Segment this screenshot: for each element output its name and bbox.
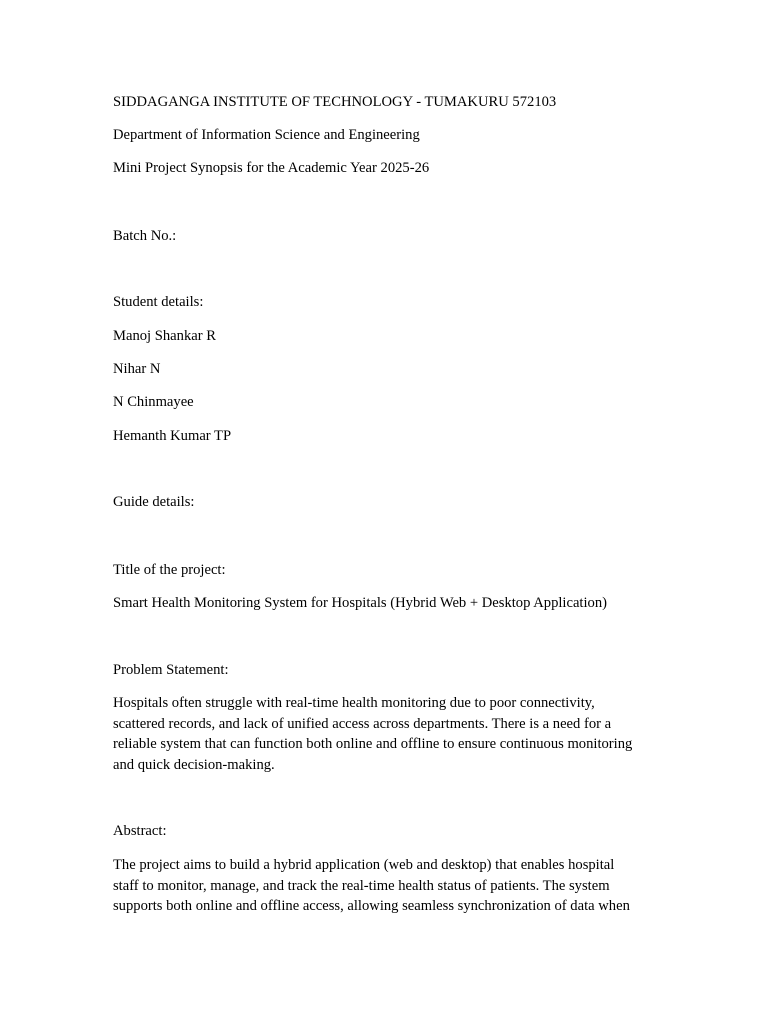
student-name: Nihar N: [113, 361, 161, 377]
student-name: Hemanth Kumar TP: [113, 428, 232, 444]
synopsis-title: Mini Project Synopsis for the Academic Year 2025-26: [113, 160, 430, 176]
problem-statement-line: reliable system that can function both online and offline to ensure continuous monitoring: [113, 736, 633, 753]
problem-statement-paragraph: [113, 693, 658, 776]
problem-statement-label: Problem Statement:: [113, 662, 229, 678]
project-title: Smart Health Monitoring System for Hospitals (Hybrid Web + Desktop Application): [113, 595, 607, 611]
guide-details-label: Guide details:: [113, 494, 195, 510]
student-name: N Chinmayee: [113, 394, 194, 410]
problem-statement-line: Hospitals often struggle with real-time health monitoring due to poor connectivity,: [113, 695, 595, 711]
abstract-paragraph: [113, 855, 658, 917]
abstract-line: The project aims to build a hybrid application (web and desktop) that enables hospital: [113, 857, 615, 873]
problem-statement-line: and quick decision-making.: [113, 757, 275, 774]
department-heading: Department of Information Science and Engineering: [113, 127, 420, 143]
project-title-label: Title of the project:: [113, 562, 226, 578]
student-name: Manoj Shankar R: [113, 328, 216, 344]
abstract-line: staff to monitor, manage, and track the real-time health status of patients. The system: [113, 877, 610, 894]
problem-statement-line: scattered records, and lack of unified access across departments. There is a need for a: [113, 715, 612, 732]
abstract-line: supports both online and offline access, allowing seamless synchronization of data when: [113, 898, 630, 915]
student-details-label: Student details:: [113, 294, 204, 310]
institute-heading: SIDDAGANGA INSTITUTE OF TECHNOLOGY - TUMAKURU 572103: [113, 94, 557, 110]
abstract-label: Abstract:: [113, 823, 167, 839]
batch-label: Batch No.:: [113, 228, 177, 244]
